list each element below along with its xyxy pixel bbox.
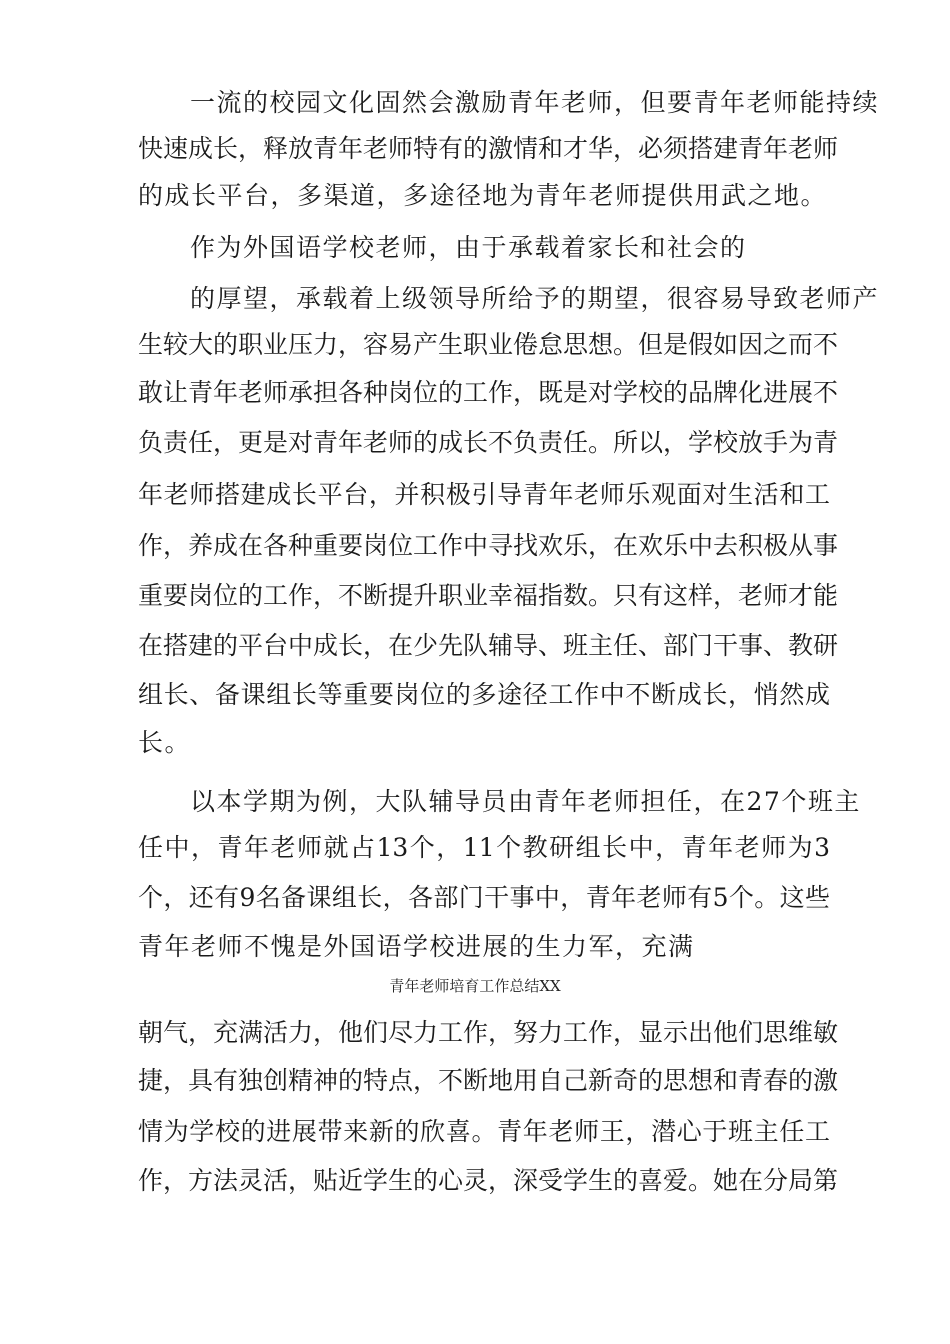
paragraph-line: 捷，具有独创精神的特点，不断地用自己新奇的思想和青春的激 <box>138 1066 839 1095</box>
paragraph-line: 快速成长，释放青年老师特有的激情和才华，必须搭建青年老师 <box>138 134 839 163</box>
paragraph-line: 的成长平台，多渠道，多途径地为青年老师提供用武之地。 <box>138 181 828 210</box>
paragraph-line: 个，还有9名备课组长，各部门干事中，青年老师有5个。这些 <box>138 883 830 912</box>
paragraph-line: 在搭建的平台中成长，在少先队辅导、班主任、部门干事、教研 <box>138 631 839 660</box>
page-footer-title: 青年老师培育工作总结XX <box>389 977 561 995</box>
paragraph-line: 负责任，更是对青年老师的成长不负责任。所以，学校放手为青 <box>138 428 839 457</box>
paragraph-line: 组长、备课组长等重要岗位的多途径工作中不断成长，悄然成 <box>138 680 830 709</box>
paragraph-line: 年老师搭建成长平台，并积极引导青年老师乐观面对生活和工 <box>138 480 830 509</box>
paragraph-line: 生较大的职业压力，容易产生职业倦怠思想。但是假如因之而不 <box>138 330 839 359</box>
paragraph-line: 一流的校园文化固然会激励青年老师，但要青年老师能持续 <box>190 88 880 117</box>
paragraph-line: 长。 <box>138 728 192 757</box>
paragraph-line: 重要岗位的工作，不断提升职业幸福指数。只有这样，老师才能 <box>138 581 839 610</box>
paragraph-line: 以本学期为例，大队辅导员由青年老师担任，在27个班主 <box>190 787 861 816</box>
paragraph-line: 作为外国语学校老师，由于承载着家长和社会的 <box>190 233 747 262</box>
paragraph-line: 朝气，充满活力，他们尽力工作，努力工作，显示出他们思维敏 <box>138 1018 839 1047</box>
paragraph-line: 敢让青年老师承担各种岗位的工作，既是对学校的品牌化进展不 <box>138 378 839 407</box>
paragraph-line: 情为学校的进展带来新的欣喜。青年老师王，潜心于班主任工 <box>138 1117 830 1146</box>
paragraph-line: 作，方法灵活，贴近学生的心灵，深受学生的喜爱。她在分局第 <box>138 1166 839 1195</box>
paragraph-line: 青年老师不愧是外国语学校进展的生力军，充满 <box>138 932 695 961</box>
paragraph-line: 的厚望，承载着上级领导所给予的期望，很容易导致老师产 <box>190 284 880 313</box>
paragraph-line: 任中，青年老师就占13个，11个教研组长中，青年老师为3 <box>138 833 830 862</box>
paragraph-line: 作，养成在各种重要岗位工作中寻找欢乐，在欢乐中去积极从事 <box>138 531 839 560</box>
